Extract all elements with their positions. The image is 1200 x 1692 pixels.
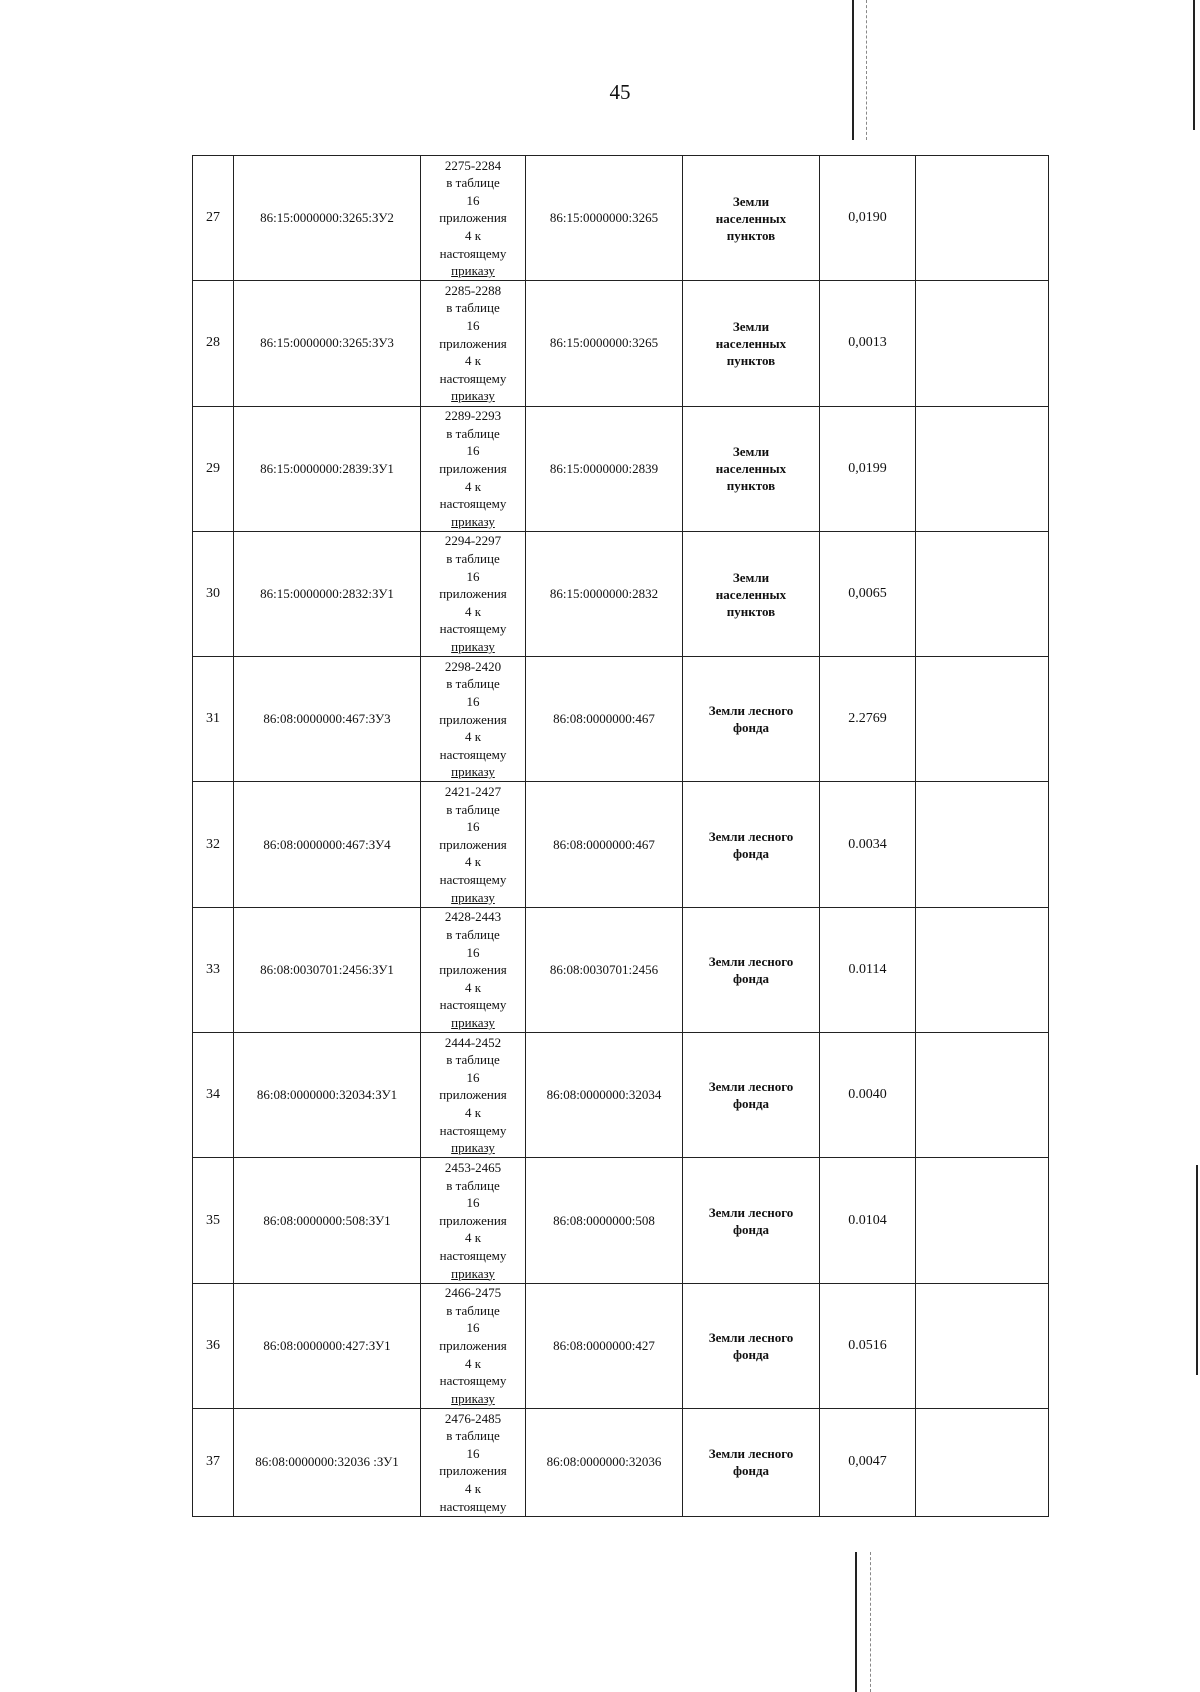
category-line: Земли лесного [708,1446,794,1462]
reference-line: приказу [451,889,495,905]
category-line: пунктов [726,227,776,243]
reference-line: 4 к [464,854,482,870]
parent-cadastral-cell: 86:08:0000000:467 [526,782,683,907]
reference-line: 16 [466,443,480,459]
reference-line: 4 к [464,353,482,369]
category-line: фонда [732,720,770,736]
empty-cell [916,657,1049,782]
reference-line: 16 [466,1445,480,1461]
table-row [193,156,1049,281]
row-number-cell: 37 [193,1408,234,1516]
scan-edge-line [852,0,854,140]
reference-line: в таблице [446,175,500,191]
reference-line: настоящему [439,496,507,512]
category-line: пунктов [726,603,776,619]
empty-cell [916,1408,1049,1516]
empty-cell [916,406,1049,531]
reference-line: 4 к [464,227,482,243]
category-line: фонда [732,1346,770,1362]
row-number-cell: 29 [193,406,234,531]
category-line: Земли [732,444,770,460]
reference-line: приказу [451,1140,495,1156]
parent-cadastral-cell: 86:08:0000000:32036 [526,1408,683,1516]
table-row [193,281,1049,406]
category-line: населенных [715,335,787,351]
reference-line: приказу [451,764,495,780]
reference-line: приложения [439,210,507,226]
reference-line: 2476-2485 [444,1410,502,1426]
reference-line: в таблице [446,300,500,316]
coordinates-reference-cell [421,281,526,406]
reference-line: настоящему [439,1373,507,1389]
land-category-cell [683,907,820,1032]
reference-line: в таблице [446,1302,500,1318]
row-number-cell: 35 [193,1158,234,1283]
cadastral-number-cell: 86:15:0000000:2832:ЗУ1 [234,531,421,656]
table-row [193,1158,1049,1283]
parent-cadastral-cell: 86:08:0000000:32034 [526,1033,683,1158]
reference-line: приложения [439,460,507,476]
parent-cadastral-cell: 86:15:0000000:2832 [526,531,683,656]
cadastral-number-cell: 86:15:0000000:2839:ЗУ1 [234,406,421,531]
coordinates-reference-cell [421,156,526,281]
reference-line: настоящему [439,997,507,1013]
land-plots-table [192,155,1049,1517]
empty-cell [916,1283,1049,1408]
table-row [193,1408,1049,1516]
empty-cell [916,1158,1049,1283]
reference-line: 4 к [464,1355,482,1371]
reference-line: в таблице [446,425,500,441]
reference-line: приказу [451,388,495,404]
parent-cadastral-cell: 86:15:0000000:3265 [526,156,683,281]
reference-line: 2298-2420 [444,658,502,674]
scan-edge-line [1193,0,1195,130]
category-line: Земли лесного [708,828,794,844]
area-cell: 0,0047 [820,1408,916,1516]
empty-cell [916,1033,1049,1158]
category-line: Земли лесного [708,703,794,719]
page-number: 45 [609,80,631,104]
cadastral-number-cell: 86:08:0000000:32034:ЗУ1 [234,1033,421,1158]
reference-line: настоящему [439,621,507,637]
reference-line: настоящему [439,1122,507,1138]
category-line: Земли лесного [708,953,794,969]
category-line: населенных [715,461,787,477]
reference-line: в таблице [446,676,500,692]
reference-line: 4 к [464,1481,482,1497]
reference-line: в таблице [446,1428,500,1444]
reference-line: приложения [439,1212,507,1228]
empty-cell [916,907,1049,1032]
area-cell: 0,0013 [820,281,916,406]
reference-line: приложения [439,711,507,727]
scan-edge-line [1196,1165,1198,1375]
reference-line: 4 к [464,979,482,995]
category-line: фонда [732,1096,770,1112]
coordinates-reference-cell [421,1158,526,1283]
reference-line: 4 к [464,729,482,745]
row-number-cell: 28 [193,281,234,406]
coordinates-reference-cell [421,406,526,531]
table-row [193,782,1049,907]
parent-cadastral-cell: 86:08:0000000:427 [526,1283,683,1408]
area-cell: 0.0104 [820,1158,916,1283]
reference-line: 16 [466,944,480,960]
reference-line: приложения [439,1463,507,1479]
empty-cell [916,156,1049,281]
parent-cadastral-cell: 86:08:0030701:2456 [526,907,683,1032]
area-cell: 2.2769 [820,657,916,782]
empty-cell [916,531,1049,656]
coordinates-reference-cell [421,531,526,656]
table-row [193,907,1049,1032]
land-category-cell [683,1408,820,1516]
coordinates-reference-cell [421,782,526,907]
reference-line: приложения [439,1338,507,1354]
row-number-cell: 30 [193,531,234,656]
scan-edge-line [855,1552,857,1692]
category-line: Земли лесного [708,1079,794,1095]
row-number-cell: 31 [193,657,234,782]
table-row [193,1283,1049,1408]
cadastral-number-cell: 86:15:0000000:3265:ЗУ2 [234,156,421,281]
category-line: Земли лесного [708,1329,794,1345]
land-category-cell [683,657,820,782]
category-line: фонда [732,1221,770,1237]
reference-line: 4 к [464,1105,482,1121]
category-line: фонда [732,1463,770,1479]
category-line: фонда [732,845,770,861]
reference-line: 4 к [464,603,482,619]
category-line: Земли [732,318,770,334]
reference-line: приказу [451,639,495,655]
land-category-cell [683,156,820,281]
cadastral-number-cell: 86:15:0000000:3265:ЗУ3 [234,281,421,406]
reference-line: 2285-2288 [444,282,502,298]
cadastral-number-cell: 86:08:0000000:508:ЗУ1 [234,1158,421,1283]
reference-line: настоящему [439,872,507,888]
table-row [193,531,1049,656]
reference-line: 16 [466,1195,480,1211]
area-cell: 0,0190 [820,156,916,281]
reference-line: в таблице [446,1177,500,1193]
reference-line: 2428-2443 [444,909,502,925]
area-cell: 0,0199 [820,406,916,531]
coordinates-reference-cell [421,1283,526,1408]
category-line: Земли лесного [708,1204,794,1220]
reference-line: в таблице [446,551,500,567]
reference-line: в таблице [446,1052,500,1068]
land-category-cell [683,531,820,656]
reference-line: приложения [439,586,507,602]
reference-line: 16 [466,819,480,835]
row-number-cell: 27 [193,156,234,281]
reference-line: 2275-2284 [444,157,502,173]
area-cell: 0.0034 [820,782,916,907]
reference-line: приказу [451,1014,495,1030]
reference-line: приложения [439,335,507,351]
table-row [193,406,1049,531]
reference-line: настоящему [439,1247,507,1263]
reference-line: настоящему [439,746,507,762]
land-category-cell [683,782,820,907]
area-cell: 0.0516 [820,1283,916,1408]
row-number-cell: 32 [193,782,234,907]
parent-cadastral-cell: 86:08:0000000:467 [526,657,683,782]
category-line: пунктов [726,478,776,494]
coordinates-reference-cell [421,657,526,782]
reference-line: 16 [466,192,480,208]
land-category-cell [683,281,820,406]
reference-line: 2289-2293 [444,408,502,424]
reference-line: настоящему [439,370,507,386]
row-number-cell: 34 [193,1033,234,1158]
scan-dotted-line [870,1552,871,1692]
reference-line: 4 к [464,1230,482,1246]
reference-line: приказу [451,1390,495,1406]
reference-line: приложения [439,1087,507,1103]
reference-line: приложения [439,836,507,852]
cadastral-number-cell: 86:08:0000000:467:ЗУ3 [234,657,421,782]
reference-line: 16 [466,318,480,334]
category-line: населенных [715,586,787,602]
reference-line: в таблице [446,801,500,817]
empty-cell [916,281,1049,406]
area-cell: 0,0065 [820,531,916,656]
reference-line: 2453-2465 [444,1159,502,1175]
reference-line: 16 [466,568,480,584]
table-row [193,657,1049,782]
land-category-cell [683,1283,820,1408]
reference-line: 2444-2452 [444,1034,502,1050]
row-number-cell: 33 [193,907,234,1032]
table-row [193,1033,1049,1158]
table-body [193,156,1049,1517]
category-line: Земли [732,193,770,209]
reference-line: 4 к [464,478,482,494]
reference-line: приложения [439,962,507,978]
land-category-cell [683,406,820,531]
category-line: фонда [732,970,770,986]
parent-cadastral-cell: 86:15:0000000:2839 [526,406,683,531]
reference-line: 16 [466,693,480,709]
parent-cadastral-cell: 86:15:0000000:3265 [526,281,683,406]
cadastral-number-cell: 86:08:0030701:2456:ЗУ1 [234,907,421,1032]
reference-line: 16 [466,1320,480,1336]
reference-line: в таблице [446,926,500,942]
cadastral-number-cell: 86:08:0000000:467:ЗУ4 [234,782,421,907]
parent-cadastral-cell: 86:08:0000000:508 [526,1158,683,1283]
coordinates-reference-cell [421,1033,526,1158]
reference-line: настоящему [439,1498,507,1514]
reference-line: приказу [451,263,495,279]
scan-dotted-line [866,0,867,140]
reference-line: 16 [466,1069,480,1085]
area-cell: 0.0040 [820,1033,916,1158]
cadastral-number-cell: 86:08:0000000:427:ЗУ1 [234,1283,421,1408]
area-cell: 0.0114 [820,907,916,1032]
category-line: Земли [732,569,770,585]
land-category-cell [683,1033,820,1158]
reference-line: 2466-2475 [444,1285,502,1301]
reference-line: приказу [451,513,495,529]
coordinates-reference-cell [421,1408,526,1516]
reference-line: приказу [451,1265,495,1281]
reference-line: настоящему [439,245,507,261]
reference-line: 2294-2297 [444,533,502,549]
category-line: пунктов [726,352,776,368]
empty-cell [916,782,1049,907]
row-number-cell: 36 [193,1283,234,1408]
land-category-cell [683,1158,820,1283]
coordinates-reference-cell [421,907,526,1032]
category-line: населенных [715,210,787,226]
cadastral-number-cell: 86:08:0000000:32036 :ЗУ1 [234,1408,421,1516]
reference-line: 2421-2427 [444,784,502,800]
